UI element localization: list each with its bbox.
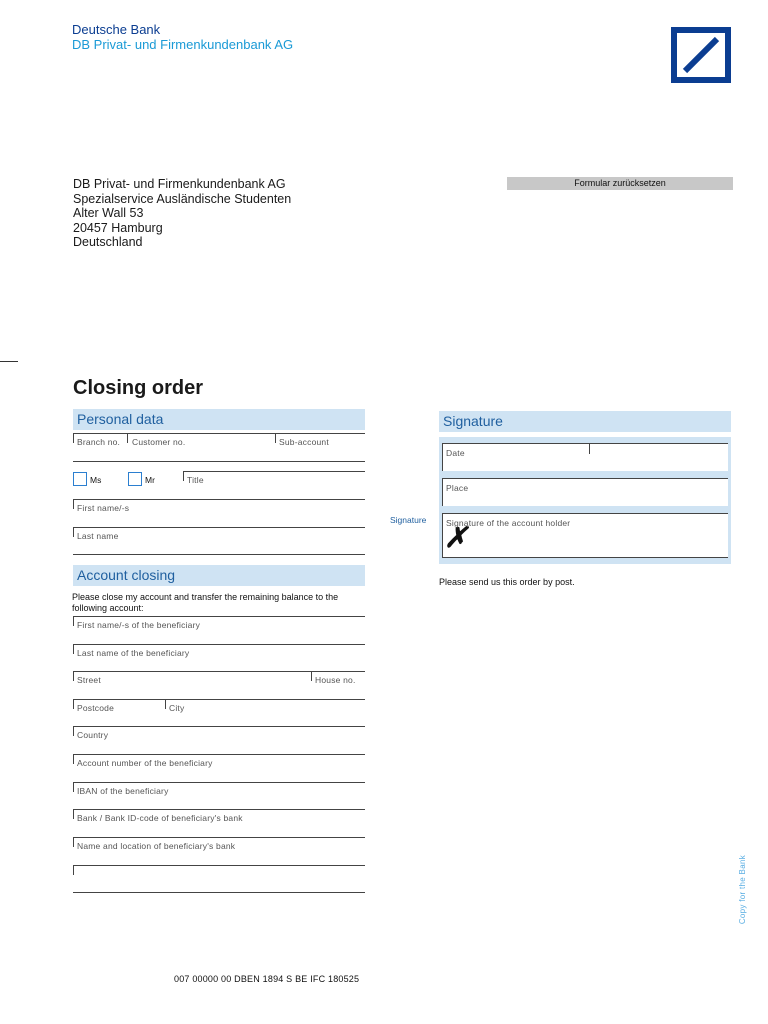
branch-number-field[interactable]: Branch no.	[77, 437, 121, 447]
field-line	[73, 892, 365, 893]
field-divider	[73, 671, 74, 681]
mr-label: Mr	[145, 475, 155, 485]
street-field[interactable]: Street	[77, 675, 101, 685]
address-line: DB Privat- und Firmenkundenbank AG	[73, 177, 286, 191]
field-divider	[73, 837, 74, 847]
account-holder-signature-field[interactable]	[442, 513, 728, 558]
field-line	[73, 809, 365, 810]
field-line	[73, 554, 365, 555]
brand-name: Deutsche Bank	[72, 22, 161, 37]
logo-slash-icon	[677, 33, 725, 77]
field-divider	[275, 433, 276, 443]
form-code: 007 00000 00 DBEN 1894 S BE IFC 180525	[174, 974, 360, 984]
sign-here-x-icon: ✗	[444, 522, 468, 553]
date-label: Date	[446, 448, 465, 458]
bank-id-field[interactable]: Bank / Bank ID-code of beneficiary's bank	[77, 813, 243, 823]
house-number-field[interactable]: House no.	[315, 675, 356, 685]
account-closing-heading: Account closing	[73, 565, 365, 586]
signature-heading: Signature	[439, 411, 731, 432]
signature-panel	[439, 437, 731, 564]
signature-side-label: Signature	[390, 515, 427, 525]
field-line	[73, 699, 365, 700]
field-line	[73, 782, 365, 783]
signature-holder-label: Signature of the account holder	[446, 518, 571, 528]
field-divider	[73, 616, 74, 626]
field-line	[73, 865, 365, 866]
personal-data-heading: Personal data	[73, 409, 365, 430]
field-divider	[73, 865, 74, 875]
date-field[interactable]	[442, 443, 728, 471]
field-divider	[73, 644, 74, 654]
mr-checkbox[interactable]	[128, 472, 142, 486]
field-divider	[73, 782, 74, 792]
customer-number-field[interactable]: Customer no.	[132, 437, 186, 447]
ms-label: Ms	[90, 475, 102, 485]
field-divider	[183, 471, 184, 481]
bank-name-location-field[interactable]: Name and location of beneficiary's bank	[77, 841, 236, 851]
field-line	[73, 461, 365, 462]
title-field[interactable]: Title	[187, 475, 204, 485]
recipient-address	[73, 177, 291, 250]
field-divider	[73, 726, 74, 736]
field-divider	[73, 754, 74, 764]
city-field[interactable]: City	[169, 703, 185, 713]
address-line: Alter Wall 53	[73, 206, 144, 221]
first-name-field[interactable]: First name/-s	[77, 503, 130, 513]
fold-mark	[0, 361, 18, 362]
post-note: Please send us this order by post.	[439, 577, 575, 587]
beneficiary-account-number-field[interactable]: Account number of the beneficiary	[77, 758, 213, 768]
address-line: Deutschland	[73, 235, 143, 250]
brand-subsidiary: DB Privat- und Firmenkundenbank AG	[72, 37, 294, 52]
field-line	[73, 726, 365, 727]
field-divider	[73, 499, 74, 509]
country-field[interactable]: Country	[77, 730, 109, 740]
field-line	[183, 471, 365, 472]
field-line	[73, 754, 365, 755]
field-divider	[73, 527, 74, 537]
beneficiary-last-name-field[interactable]: Last name of the beneficiary	[77, 648, 190, 658]
field-divider	[73, 809, 74, 819]
postcode-field[interactable]: Postcode	[77, 703, 115, 713]
closing-instruction: Please close my account and transfer the remaining balance to the following account:	[72, 592, 339, 613]
field-line	[73, 837, 365, 838]
field-line	[73, 527, 365, 528]
field-line	[73, 499, 365, 500]
address-line: Spezialservice Ausländische Studenten	[73, 191, 292, 206]
sub-account-field[interactable]: Sub-account	[279, 437, 329, 447]
field-line	[73, 644, 365, 645]
last-name-field[interactable]: Last name	[77, 531, 119, 541]
reset-form-button[interactable]: Formular zurücksetzen	[507, 177, 733, 190]
field-divider	[311, 671, 312, 681]
beneficiary-first-name-field[interactable]: First name/-s of the beneficiary	[77, 620, 201, 630]
field-line	[73, 671, 365, 672]
place-label: Place	[446, 483, 469, 493]
ms-checkbox[interactable]	[73, 472, 87, 486]
copy-for-bank-label: Copy for the Bank	[738, 855, 747, 925]
beneficiary-iban-field[interactable]: IBAN of the beneficiary	[77, 786, 169, 796]
field-divider	[73, 433, 74, 443]
address-line: 20457 Hamburg	[73, 220, 163, 235]
field-divider	[589, 444, 590, 454]
field-divider	[165, 699, 166, 709]
field-divider	[73, 699, 74, 709]
deutsche-bank-logo	[671, 27, 731, 83]
page-title: Closing order	[73, 377, 204, 399]
branch-row-line	[73, 433, 365, 434]
place-field[interactable]	[442, 478, 728, 506]
field-line	[73, 616, 365, 617]
field-divider	[127, 433, 128, 443]
